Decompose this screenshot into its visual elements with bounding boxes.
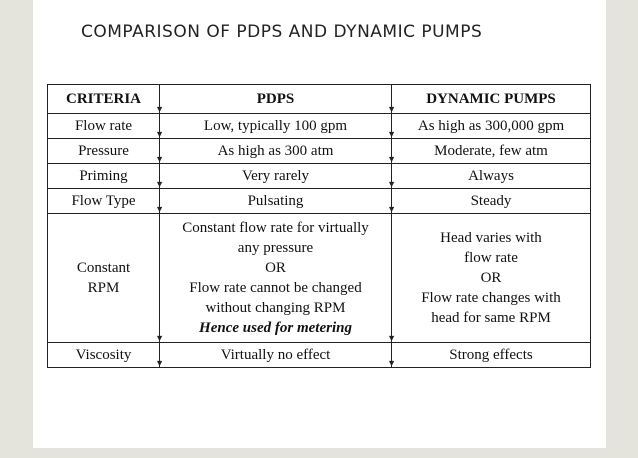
slide bbox=[33, 0, 606, 448]
pdps-cell: As high as 300 atm ▼ bbox=[160, 139, 392, 164]
criteria-cell: Flow Type ▼ bbox=[48, 189, 160, 214]
arrow-down-icon: ▼ bbox=[155, 333, 164, 343]
dynamic-cell: Moderate, few atm bbox=[392, 139, 591, 164]
dynamic-cell: Strong effects bbox=[392, 343, 591, 368]
criteria-cell: Priming ▼ bbox=[48, 164, 160, 189]
table-row bbox=[48, 189, 591, 214]
criteria-cell: Viscosity ▼ bbox=[48, 343, 160, 368]
criteria-cell: Flow rate ▼ bbox=[48, 114, 160, 139]
pdps-cell: Virtually no effect ▼ bbox=[160, 343, 392, 368]
pdps-cell: Low, typically 100 gpm ▼ bbox=[160, 114, 392, 139]
header-criteria: CRITERIA ▼ bbox=[48, 85, 160, 114]
arrow-down-icon: ▼ bbox=[387, 333, 396, 343]
slide-title: COMPARISON OF PDPS AND DYNAMIC PUMPS bbox=[81, 22, 483, 42]
table-row bbox=[48, 164, 591, 189]
arrow-down-icon: ▼ bbox=[387, 154, 396, 164]
table-row bbox=[48, 343, 591, 368]
header-dynamic: DYNAMIC PUMPS bbox=[392, 85, 591, 114]
arrow-down-icon: ▼ bbox=[387, 104, 396, 114]
header-pdps: PDPS ▼ bbox=[160, 85, 392, 114]
arrow-down-icon: ▼ bbox=[155, 104, 164, 114]
arrow-down-icon: ▼ bbox=[387, 129, 396, 139]
table-header-row bbox=[48, 85, 591, 114]
arrow-down-icon: ▼ bbox=[387, 204, 396, 214]
pdps-cell: Very rarely ▼ bbox=[160, 164, 392, 189]
dynamic-cell: As high as 300,000 gpm bbox=[392, 114, 591, 139]
arrow-down-icon: ▼ bbox=[155, 204, 164, 214]
comparison-table bbox=[47, 84, 591, 368]
table-row bbox=[48, 139, 591, 164]
arrow-down-icon: ▼ bbox=[387, 358, 396, 368]
pdps-cell: Constant flow rate for virtually any pressure OR Flow rate cannot be changed without changing RPM Hence used for metering ▼ bbox=[160, 214, 392, 343]
arrow-down-icon: ▼ bbox=[155, 129, 164, 139]
criteria-cell: Constant RPM ▼ bbox=[48, 214, 160, 343]
dynamic-cell: Always bbox=[392, 164, 591, 189]
criteria-cell: Pressure ▼ bbox=[48, 139, 160, 164]
dynamic-cell: Head varies with flow rate OR Flow rate changes with head for same RPM bbox=[392, 214, 591, 343]
pdps-cell: Pulsating ▼ bbox=[160, 189, 392, 214]
arrow-down-icon: ▼ bbox=[387, 179, 396, 189]
arrow-down-icon: ▼ bbox=[155, 179, 164, 189]
arrow-down-icon: ▼ bbox=[155, 154, 164, 164]
arrow-down-icon: ▼ bbox=[155, 358, 164, 368]
table-row bbox=[48, 214, 591, 343]
dynamic-cell: Steady bbox=[392, 189, 591, 214]
table-row bbox=[48, 114, 591, 139]
